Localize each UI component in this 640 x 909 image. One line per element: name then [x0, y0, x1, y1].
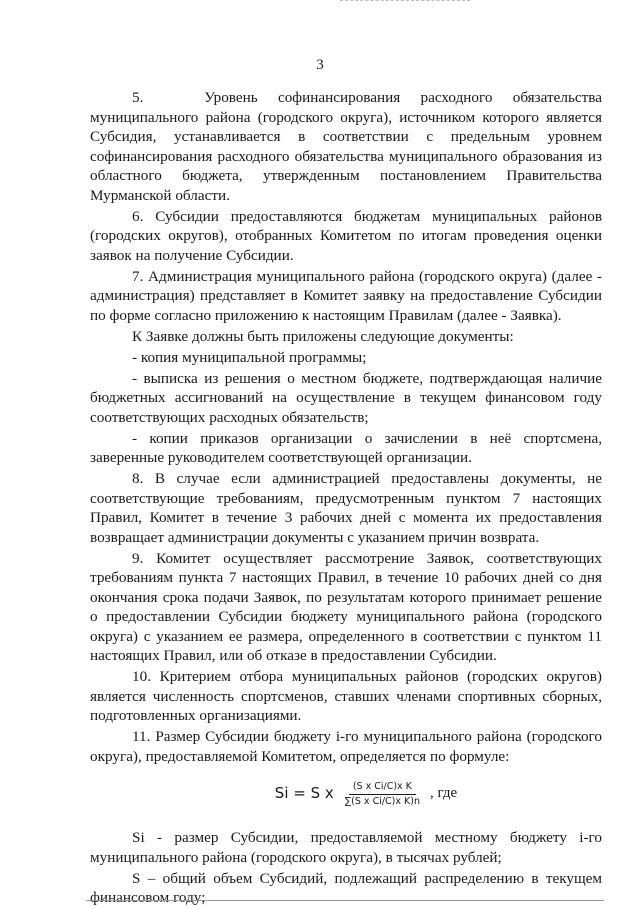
- page-number: 3: [316, 57, 324, 73]
- formula-fraction: [342, 780, 423, 809]
- paragraph-5: 5. Уровень софинансирования расходного обязательства муниципального района (городского округа), источником которого является Субсидия, устанавливается в соответствии с предельным уровнем софинансирования расходного обязательства муниципального образования из областного бюджета, утвержденным постановлением Правительства Мурманской области.: [90, 89, 602, 204]
- paragraph-attachments-intro: К Заявке должны быть приложены следующие документы:: [132, 327, 514, 345]
- definition-s: S – общий объем Субсидий, подлежащий распределению в текущем финансовом году;: [90, 869, 602, 906]
- page-bottom-edge: [86, 900, 604, 901]
- paragraph-10: 10. Критерием отбора муниципальных районов (городских округов) является численность спортсменов, ставших членами спортивных сборных, подготовленных организациями.: [90, 668, 602, 724]
- document-body: [90, 88, 602, 909]
- paragraph-9: 9. Комитет осуществляет рассмотрение Заявок, соответствующих требованиям пункта 7 настоящих Правил, в течение 10 рабочих дней со дня окончания срока подачи Заявок, по результатам которого принимает решение о предоставлении Субсидии бюджету муниципального района (городского округа) с указанием ее размера, определенного в соответствии с пунктом 11 настоящих Правил, или об отказе в предоставлении Субсидии.: [90, 549, 602, 664]
- paragraph-6: 6. Субсидии предоставляются бюджетам муниципальных районов (городских округов), отобранных Комитетом по итогам проведения оценки заявок на получение Субсидии.: [90, 207, 602, 264]
- paragraph-8: 8. В случае если администрацией предоставлены документы, не соответствующие требованиям, предусмотренным пунктом 7 настоящих Правил, Комитет в течение 3 рабочих дней с момента их предоставления возвращает администрации документы с указанием причин возврата.: [90, 470, 602, 546]
- list-item-order-copies: - копии приказов организации о зачислении в неё спортсмена, заверенные руководителем соответствующей организации.: [90, 429, 602, 466]
- definition-si: Si - размер Субсидии, предоставляемой местному бюджету i-го муниципального района (городского округа), в тысячах рублей;: [90, 829, 602, 866]
- scan-artifact-line: [340, 0, 470, 4]
- subsidy-formula: [90, 774, 602, 814]
- formula-lhs: Si = S x: [274, 784, 334, 803]
- list-item-budget-extract: - выписка из решения о местном бюджете, подтверждающая наличие бюджетных ассигнований на осуществление в текущем финансовом году соответствующих расходных обязательств;: [90, 369, 602, 426]
- formula-tail: , где: [429, 785, 458, 802]
- formula-numerator: (S x Ci/C)x K: [349, 780, 416, 795]
- paragraph-11: 11. Размер Субсидии бюджету i-го муниципального района (городского округа), предоставляемой Комитетом, определяется по формуле:: [90, 728, 602, 765]
- list-item-program-copy: - копия муниципальной программы;: [132, 348, 367, 366]
- paragraph-7: 7. Администрация муниципального района (городского округа) (далее - администрация) представляет в Комитет заявку на предоставление Субсидии по форме согласно приложению к настоящим Правилам (далее - Заявка).: [90, 267, 602, 324]
- formula-denominator: ∑(S x Ci/C)x K)n: [344, 795, 420, 807]
